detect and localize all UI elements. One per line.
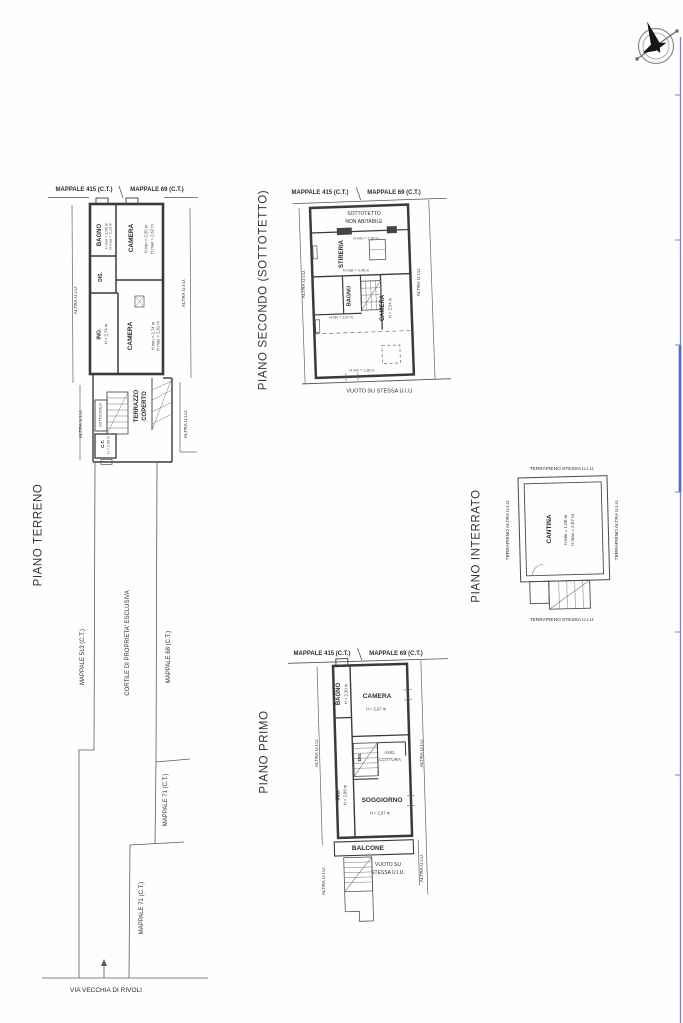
mappale-71-label: MAPPALE 71 (C.T.) xyxy=(139,881,146,935)
altra-uiu-label: ALTRA U.I.U. xyxy=(321,866,327,896)
cantina-h-max: H max = 2,67 m xyxy=(570,514,576,546)
ing-h: H = 2,99 m xyxy=(342,784,348,806)
cantina-h-min: H min = 1,00 m xyxy=(563,514,569,546)
mappale-69-label: MAPPALE 69 (C.T.) xyxy=(130,187,184,194)
bagno-h-max: H max = 2,13 m xyxy=(108,222,113,250)
room-ing-label: ING. xyxy=(335,789,342,801)
mappale-415-label: MAPPALE 415 (C.T.) xyxy=(293,651,351,658)
terrapieno-altra-label: TERRAPIENO ALTRA U.I.U. xyxy=(505,499,511,561)
street-label: VIA VECCHIA DI RIVOLI xyxy=(70,986,142,994)
camera-h: H = 2,54 m xyxy=(387,297,393,319)
h-min-207: H min = 2,07 m xyxy=(329,315,353,320)
altra-uiu-label: ALTRA U.I.U. xyxy=(78,409,84,439)
altra-uiu-label: ALTRA U.I.U. xyxy=(416,267,422,297)
ang-cottura-label-line2: COTTURA xyxy=(379,757,401,763)
room-ct-label: C.T. xyxy=(100,439,106,449)
mappale-69-label: MAPPALE 69 (C.T.) xyxy=(369,651,423,658)
room-terrazzo-label-line1: TERRAZZO xyxy=(134,389,141,423)
terrapieno-stessa-label: TERRAPIENO STESSA U.I.U. xyxy=(529,466,595,472)
altra-uiu-label: ALTRA U.I.U. xyxy=(301,269,307,299)
compass-rose-icon xyxy=(633,18,679,64)
camera-h: H = 2,97 m xyxy=(365,706,387,712)
altra-uiu-label: ALTRA U.I.U. xyxy=(73,285,79,315)
room-camera-label: CAMERA xyxy=(362,692,392,700)
room-bagno-label: BAGNO xyxy=(97,223,104,247)
mappale-415-label: MAPPALE 415 (C.T.) xyxy=(291,190,349,197)
vuoto-label-line1: VUOTO SU xyxy=(374,861,402,868)
mappale-415-label: MAPPALE 415 (C.T.) xyxy=(55,187,113,194)
piano-interrato-title: PIANO INTERRATO xyxy=(470,489,483,603)
ct-h: H = 1,90 m xyxy=(106,436,111,454)
room-camera1-label: CAMERA xyxy=(127,223,135,253)
bagno-h-min: H min = 2,06 m xyxy=(104,223,109,249)
room-stireria-label: STIRERIA xyxy=(339,239,346,269)
mappale-513-label: MAPPALE 513 (C.T.) xyxy=(80,629,87,685)
ang-cottura-label-line1: ANG. xyxy=(384,750,396,756)
page-edge-line xyxy=(675,37,681,1023)
mappale-71-label: MAPPALE 71 (C.T.) xyxy=(163,773,170,827)
cortile-label: CORTILE DI PROPRIETA' ESCLUSIVA xyxy=(125,590,132,696)
camera2-h-min: H min = 2,74 m xyxy=(150,321,156,351)
h-max-246: H max = 2,46 m xyxy=(342,268,370,273)
ing-h: H = 2,74 m xyxy=(103,323,109,345)
balcone-label: BALCONE xyxy=(351,844,385,852)
soggiorno-h: H = 2,97 m xyxy=(369,810,391,816)
piano-terreno-title: PIANO TERRENO xyxy=(32,483,45,587)
altra-uiu-label: ALTRA U.I.U. xyxy=(419,738,425,768)
room-bagno-label: BAGNO xyxy=(336,682,343,706)
room-sottoscala-label: SOTTOSCALA xyxy=(98,403,103,427)
room-cantina-label: CANTINA xyxy=(545,514,553,544)
vuoto-label-line2: STESSA U.I.U. xyxy=(371,869,405,876)
piano-primo-plan xyxy=(288,646,456,924)
terrapieno-stessa-label: TERRAPIENO STESSA U.I.U. xyxy=(529,617,595,623)
room-terrazzo-label-line2: COPERTO xyxy=(142,391,149,421)
h-min-130: H min = 1,30 m xyxy=(353,236,379,241)
room-dis-label: DIS. xyxy=(97,272,104,282)
piano-primo-title: PIANO PRIMO xyxy=(258,710,271,794)
sottotetto-label-line2: NON ABITABILE xyxy=(345,218,383,225)
piano-secondo-title: PIANO SECONDO (SOTTOTETTO) xyxy=(257,189,270,391)
altra-uiu-label: ALTRA U.I.U. xyxy=(314,738,320,768)
room-dis-label: DIS. xyxy=(357,752,363,762)
mappale-69-label: MAPPALE 69 (C.T.) xyxy=(367,190,421,197)
mappale-68-label: MAPPALE 68 (C.T.) xyxy=(166,630,173,684)
room-bagno-label: BAGNO xyxy=(346,285,353,307)
altra-uiu-label: ALTRA U.I.U. xyxy=(181,278,187,308)
room-soggiorno-label: SOGGIORNO xyxy=(361,796,403,804)
sottotetto-label-line1: SOTTOTETTO xyxy=(347,210,381,217)
vuoto-label: VUOTO SU STESSA U.I.U. xyxy=(346,388,414,395)
terrapieno-altra-label: TERRAPIENO ALTRA U.I.U. xyxy=(614,499,620,561)
altra-uiu-label: ALTRA U.I.U. xyxy=(183,409,189,439)
camera1-h-max: H max = 2,62 m xyxy=(149,224,155,254)
camera1-h-min: H min = 2,55 m xyxy=(143,224,149,254)
room-ing-label: ING. xyxy=(96,328,103,340)
camera2-h-max: H max = 2,81 m xyxy=(155,321,161,351)
room-camera-label: CAMERA xyxy=(380,294,387,322)
h-min-138: H min = 1,38 m xyxy=(349,368,375,373)
bagno-h: H = 2,30 m xyxy=(343,683,349,705)
room-camera2-label: CAMERA xyxy=(126,321,134,351)
altra-uiu-label: ALTRA U.I.U. xyxy=(419,853,425,883)
